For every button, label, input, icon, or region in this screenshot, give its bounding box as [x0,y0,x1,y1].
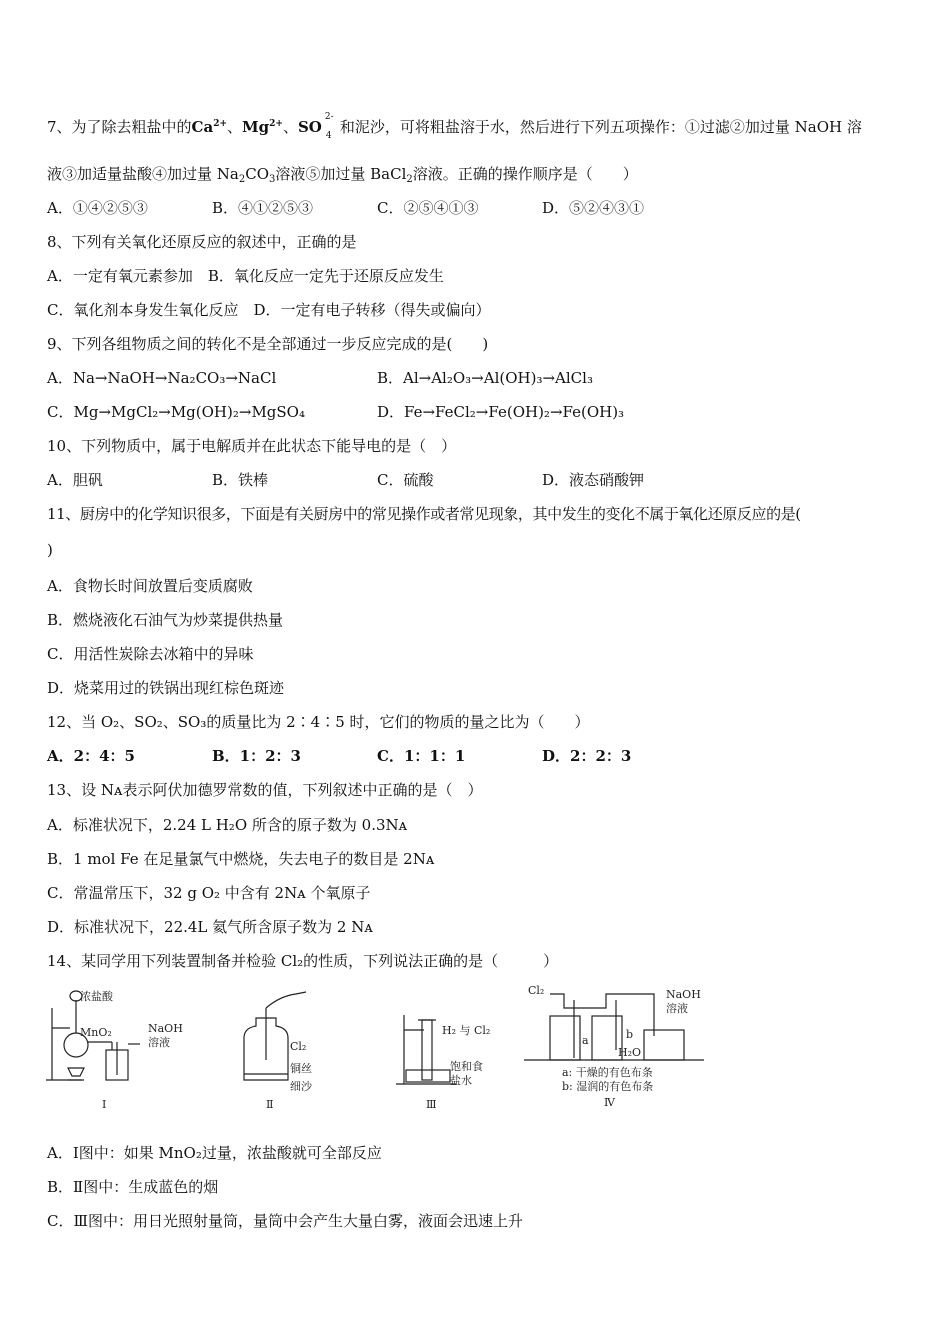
figure-label-4: Ⅳ [604,1096,615,1109]
q9-option-d[interactable]: D．Fe→FeCl₂→Fe(OH)₂→Fe(OH)₃ [377,403,625,421]
label-cl2: Cl₂ [290,1040,307,1053]
label-b: b [626,1028,634,1041]
q12-option-a[interactable]: A．2：4：5 [47,747,135,765]
q9-stem: 9、下列各组物质之间的转化不是全部通过一步反应完成的是( ) [47,335,489,353]
q7-option-c[interactable]: C．②⑤④①③ [377,199,479,217]
q10-option-b[interactable]: B．铁棒 [212,471,269,489]
q7-text: 溶液。正确的操作顺序是（ ） [412,165,638,183]
apparatus-svg [44,980,714,1115]
figure-label-3: Ⅲ [426,1098,437,1111]
q8-row2[interactable]: C．氧化剂本身发生氧化反应 D．一定有电子转移（得失或偏向） [47,301,491,319]
q7-text: CO [245,165,269,183]
q14-option-a[interactable]: A．Ⅰ图中：如果 MnO₂过量，浓盐酸就可全部反应 [47,1144,382,1162]
q12-option-d[interactable]: D．2：2：3 [542,747,632,765]
q9-option-c[interactable]: C．Mg→MgCl₂→Mg(OH)₂→MgSO₄ [47,403,305,421]
sep: 、 [227,118,243,136]
q7-line1 [47,112,862,141]
figure-label-2: Ⅱ [266,1098,274,1111]
q10-option-d[interactable]: D．液态硝酸钾 [542,471,645,489]
q7-text: 溶液⑤加过量 BaCl [275,165,407,183]
q7-text: 液③加适量盐酸④加过量 Na [47,165,239,183]
label-fine-sand: 细沙 [290,1080,312,1093]
ion-ca: Ca [191,118,214,136]
q7-option-a[interactable]: A．①④②⑤③ [47,199,148,217]
q10-option-c[interactable]: C．硫酸 [377,471,434,489]
note-dry-cloth: a: 干燥的有色布条 [562,1066,653,1079]
q9-option-a[interactable]: A．Na→NaOH→Na₂CO₃→NaCl [47,369,277,387]
q13-option-c[interactable]: C．常温常压下，32 g O₂ 中含有 2Nᴀ 个氧原子 [47,884,371,902]
subscript: 2 [238,174,246,185]
q12-option-b[interactable]: B．1：2：3 [212,747,301,765]
label-brine-1: 饱和食 [450,1060,483,1073]
q8-stem: 8、下列有关氧化还原反应的叙述中，正确的是 [47,233,357,251]
q10-option-a[interactable]: A．胆矾 [47,471,103,489]
note-wet-cloth: b: 湿润的有色布条 [562,1080,654,1093]
ion-mg: Mg [242,118,270,136]
label-mno2: MnO₂ [80,1026,112,1039]
q7-text: 和泥沙，可将粗盐溶于水，然后进行下列五项操作：①过滤②加过量 NaOH 溶 [339,118,862,136]
label-hcl: 浓盐酸 [80,990,113,1003]
label-h2o: H₂O [618,1046,642,1059]
q7-text: 7、为了除去粗盐中的 [47,118,192,136]
q10-stem: 10、下列物质中，属于电解质并在此状态下能导电的是（ ） [47,437,457,455]
q9-option-b[interactable]: B．Al→Al₂O₃→Al(OH)₃→AlCl₃ [377,369,593,387]
apparatus-figure [44,980,714,1115]
q11-option-d[interactable]: D．烧菜用过的铁锅出现红棕色斑迹 [47,679,285,697]
ion-mg-charge: 2+ [269,119,283,129]
q13-option-a[interactable]: A．标准状况下，2.24 L H₂O 所含的原子数为 0.3Nᴀ [47,816,408,834]
ion-so: SO [297,118,322,136]
ion-so-charge: 2- [324,112,334,122]
ion-ca-charge: 2+ [213,119,228,129]
q12-option-c[interactable]: C．1：1：1 [377,747,466,765]
q11-option-c[interactable]: C．用活性炭除去冰箱中的异味 [47,645,254,663]
figure-label-1: Ⅰ [102,1098,107,1111]
label-cl2-iv: Cl₂ [528,984,545,997]
label-copper-wire: 铜丝 [290,1062,312,1075]
q7-line2 [47,164,638,190]
subscript: 2 [406,174,413,185]
label-solution: 溶液 [148,1036,170,1049]
q14-option-c[interactable]: C．Ⅲ图中：用日光照射量筒，量筒中会产生大量白雾，液面会迅速上升 [47,1212,523,1230]
q7-option-d[interactable]: D．⑤②④③① [542,199,645,217]
q12-stem: 12、当 O₂、SO₂、SO₃的质量比为 2∶4∶5 时，它们的物质的量之比为（ ） [47,713,590,731]
label-naoh: NaOH [148,1022,183,1035]
q8-row1[interactable]: A．一定有氧元素参加 B．氧化反应一定先于还原反应发生 [47,267,444,285]
q11-option-a[interactable]: A．食物长时间放置后变质腐败 [47,577,253,595]
q11-option-b[interactable]: B．燃烧液化石油气为炒菜提供热量 [47,611,284,629]
label-h2-cl2: H₂ 与 Cl₂ [442,1024,491,1037]
q13-stem: 13、设 Nᴀ表示阿伏加德罗常数的值，下列叙述中正确的是（ ） [47,781,483,799]
label-a: a [582,1034,589,1047]
label-naoh-iv: NaOH [666,988,701,1001]
label-solution-iv: 溶液 [666,1002,688,1015]
subscript: 3 [269,174,276,185]
q13-option-b[interactable]: B．1 mol Fe 在足量氯气中燃烧，失去电子的数目是 2Nᴀ [47,850,435,868]
ion-so-index: 4 [325,131,332,141]
label-brine-2: 盐水 [450,1074,472,1087]
q14-stem: 14、某同学用下列装置制备并检验 Cl₂的性质，下列说法正确的是（ ） [47,952,559,970]
q11-stem-line1: 11、厨房中的化学知识很多，下面是有关厨房中的常见操作或者常见现象，其中发生的变化不属于氧化还原反应的是( [47,505,801,523]
sep: 、 [282,118,298,136]
q14-option-b[interactable]: B．Ⅱ图中：生成蓝色的烟 [47,1178,219,1196]
q11-stem-line2: ) [47,541,53,559]
q7-option-b[interactable]: B．④①②⑤③ [212,199,314,217]
q13-option-d[interactable]: D．标准状况下，22.4L 氦气所含原子数为 2 Nᴀ [47,918,373,936]
